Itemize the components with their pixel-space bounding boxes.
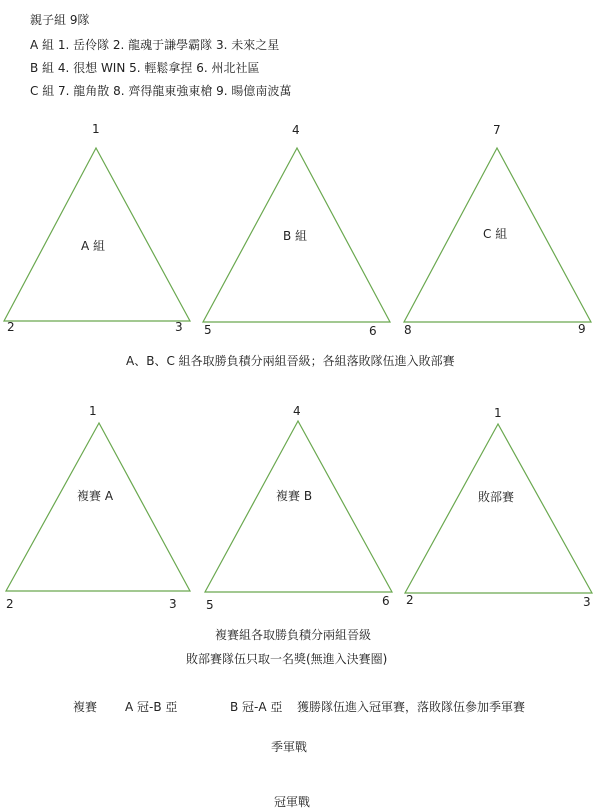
vertex-label: 8 — [404, 323, 412, 337]
vertex-label: 2 — [7, 320, 15, 334]
vertex-label: 4 — [292, 123, 300, 137]
finals-result-note: 獲勝隊伍進入冠軍賽，落敗隊伍參加季軍賽 — [297, 700, 526, 714]
triangle-title: 複賽 B — [276, 489, 313, 503]
losers-bracket-note: 敗部賽隊伍只取一名獎(無進入決賽圈) — [186, 652, 388, 666]
vertex-label: 7 — [493, 123, 501, 137]
vertex-label: 5 — [204, 323, 212, 337]
vertex-label: 1 — [92, 122, 100, 136]
triangle-title: B 組 — [283, 229, 308, 243]
group-c-teams: C 組 7. 龍角散 8. 齊得龍東強東槍 9. 暘億南波萬 — [30, 84, 292, 98]
group-stage-note: A、B、C 組各取勝負積分兩組晉級；各組落敗隊伍進入敗部賽 — [126, 354, 455, 368]
triangle-title: 敗部賽 — [478, 490, 515, 504]
vertex-label: 9 — [578, 322, 586, 336]
championship-match: 冠軍戰 — [274, 795, 311, 809]
triangle-group-a — [4, 148, 190, 321]
vertex-label: 3 — [583, 595, 591, 609]
vertex-label: 4 — [293, 404, 301, 418]
vertex-label: 2 — [406, 593, 414, 607]
finals-match-1: A 冠-B 亞 — [125, 700, 178, 714]
triangle-title: C 組 — [483, 227, 508, 241]
vertex-label: 3 — [169, 597, 177, 611]
triangle-title: A 組 — [81, 239, 106, 253]
finals-match-2: B 冠-A 亞 — [230, 700, 283, 714]
vertex-label: 2 — [6, 597, 14, 611]
page-title: 親子組 9隊 — [30, 13, 90, 27]
triangle-semifinal-a — [6, 423, 190, 591]
vertex-label: 1 — [494, 406, 502, 420]
triangle-semifinal-b — [205, 421, 392, 592]
semifinal-note: 複賽組各取勝負積分兩組晉級 — [215, 628, 372, 642]
third-place-match: 季軍戰 — [271, 740, 308, 754]
finals-label: 複賽 — [73, 700, 98, 714]
group-a-teams: A 組 1. 岳伶隊 2. 龍魂于謙學霸隊 3. 未來之星 — [30, 38, 280, 52]
vertex-label: 5 — [206, 598, 214, 612]
vertex-label: 1 — [89, 404, 97, 418]
group-b-teams: B 組 4. 很想 WIN 5. 輕鬆拿捏 6. 州北社區 — [30, 61, 260, 75]
vertex-label: 3 — [175, 320, 183, 334]
vertex-label: 6 — [382, 594, 390, 608]
vertex-label: 6 — [369, 324, 377, 338]
triangle-losers-bracket — [405, 424, 592, 593]
triangle-title: 複賽 A — [77, 489, 114, 503]
